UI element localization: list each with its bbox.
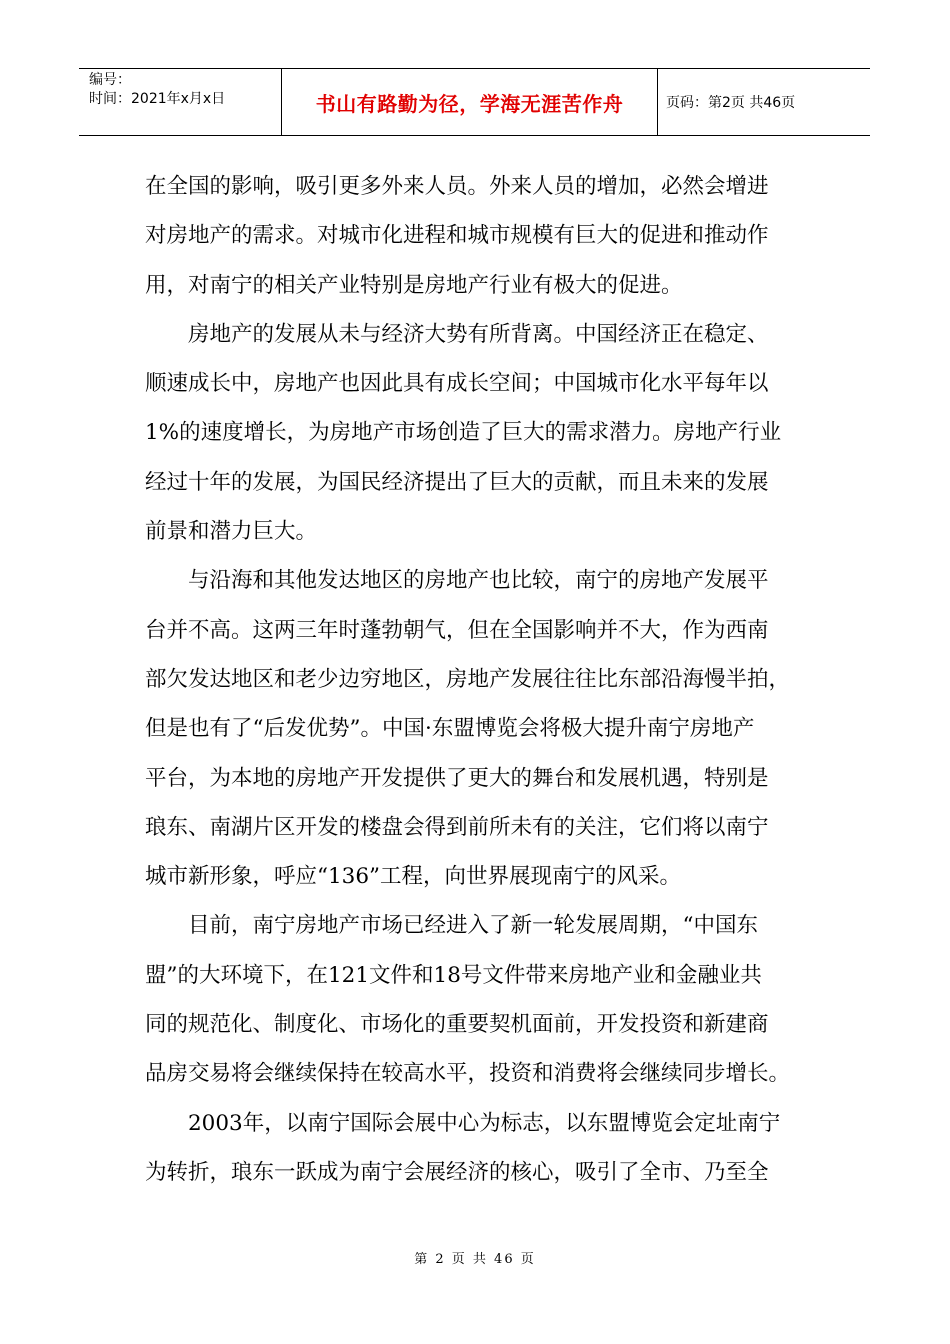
body-line: 盟”的大环境下，在121文件和18号文件带来房地产业和金融业共 — [145, 962, 762, 988]
body-line: 为转折，琅东一跃成为南宁会展经济的核心，吸引了全市、乃至全 — [145, 1159, 769, 1185]
body-line: 用，对南宁的相关产业特别是房地产行业有极大的促进。 — [145, 272, 683, 298]
document-header — [79, 68, 870, 136]
body-line: 与沿海和其他发达地区的房地产也比较，南宁的房地产发展平 — [188, 568, 769, 594]
body-line: 平台，为本地的房地产开发提供了更大的舞台和发展机遇，特别是 — [145, 765, 769, 791]
page-footer: 第 2 页 共 46 页 — [414, 1252, 536, 1267]
document-time-label: 时间：2021年x月x日 — [89, 91, 226, 107]
body-line: 对房地产的需求。对城市化进程和城市规模有巨大的促进和推动作 — [145, 223, 769, 249]
body-line: 城市新形象，呼应“136”工程，向世界展现南宁的风采。 — [145, 864, 682, 890]
document-code-label: 编号： — [89, 72, 131, 88]
body-line: 2003年，以南宁国际会展中心为标志，以东盟博览会定址南宁 — [188, 1110, 781, 1136]
body-line: 但是也有了“后发优势”。中国·东盟博览会将极大提升南宁房地产 — [145, 716, 755, 742]
body-line: 台并不高。这两三年时蓬勃朝气，但在全国影响并不大，作为西南 — [145, 617, 769, 643]
body-line: 琅东、南湖片区开发的楼盘会得到前所未有的关注，它们将以南宁 — [145, 814, 769, 840]
document-body — [145, 162, 807, 1197]
header-motto: 书山有路勤为径，学海无涯苦作舟 — [282, 69, 658, 135]
header-page-info: 页码：第2页 共46页 — [666, 95, 796, 111]
body-line: 同的规范化、制度化、市场化的重要契机面前，开发投资和新建商 — [145, 1012, 769, 1038]
header-meta-cell — [79, 69, 282, 135]
body-line: 品房交易将会继续保持在较高水平，投资和消费将会继续同步增长。 — [145, 1061, 791, 1087]
body-line: 经过十年的发展，为国民经济提出了巨大的贡献，而且未来的发展 — [145, 469, 769, 495]
body-line: 在全国的影响，吸引更多外来人员。外来人员的增加，必然会增进 — [145, 174, 769, 199]
body-line: 顺速成长中，房地产也因此具有成长空间；中国城市化水平每年以 — [145, 371, 769, 397]
body-line: 部欠发达地区和老少边穷地区，房地产发展往往比东部沿海慢半拍， — [145, 666, 791, 692]
body-line: 前景和潜力巨大。 — [145, 519, 318, 545]
body-line: 1%的速度增长，为房地产市场创造了巨大的需求潜力。房地产行业 — [145, 420, 782, 446]
body-line: 目前，南宁房地产市场已经进入了新一轮发展周期，“中国东 — [188, 913, 758, 939]
body-line: 房地产的发展从未与经济大势有所背离。中国经济正在稳定、 — [188, 321, 769, 347]
